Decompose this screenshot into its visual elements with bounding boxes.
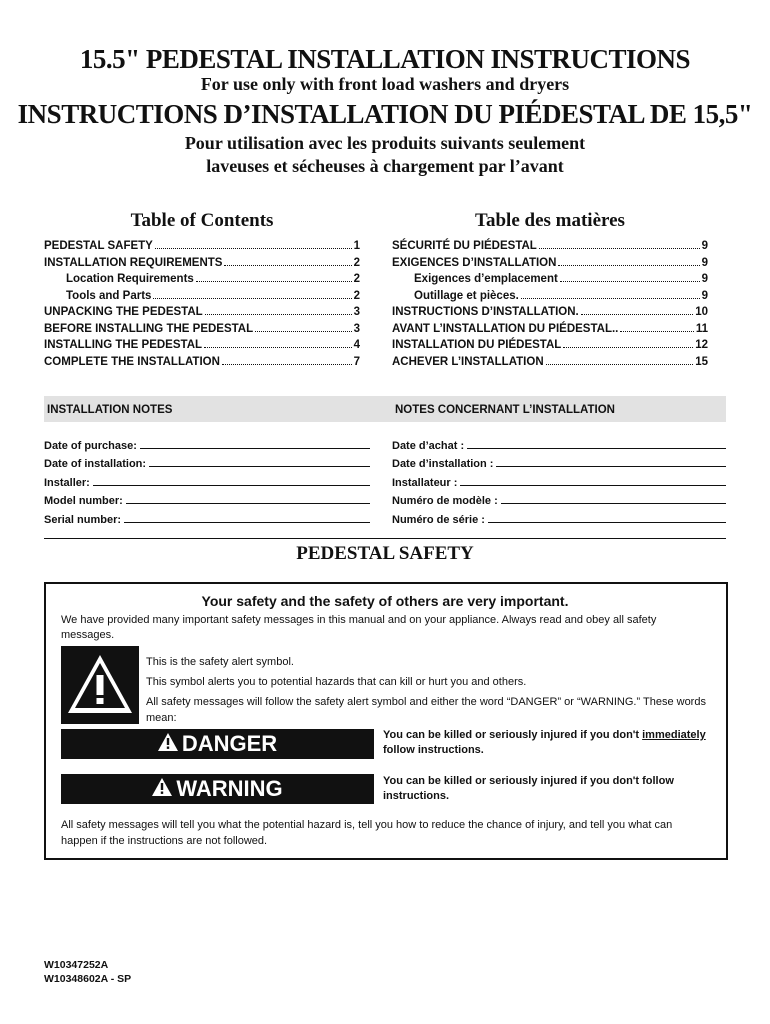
toc-entry[interactable]: Outillage et pièces. 9 xyxy=(414,289,708,302)
notes-en xyxy=(44,433,370,526)
toc-entry[interactable]: EXIGENCES D’INSTALLATION 9 xyxy=(392,256,708,269)
warning-label: WARNING xyxy=(176,776,283,801)
toc-entry[interactable]: Tools and Parts 2 xyxy=(66,289,360,302)
toc-entry[interactable]: INSTRUCTIONS D’INSTALLATION. 10 xyxy=(392,306,708,318)
note-field[interactable]: Date of installation: xyxy=(44,452,370,471)
danger-description: You can be killed or seriously injured if you don't immediately follow instructions. xyxy=(383,729,706,756)
note-field[interactable]: Date d’achat : xyxy=(392,433,726,452)
note-field[interactable]: Model number: xyxy=(44,489,370,508)
toc-heading-fr: Table des matières xyxy=(475,210,625,231)
note-field[interactable]: Date of purchase: xyxy=(44,433,370,452)
warning-signal-word xyxy=(61,774,374,804)
safety-heading: Your safety and the safety of others are very important. xyxy=(201,593,569,609)
note-field[interactable]: Installer: xyxy=(44,470,370,489)
toc-entry[interactable]: AVANT L’INSTALLATION DU PIÉDESTAL.. 11 xyxy=(392,322,708,335)
toc-entry[interactable]: INSTALLING THE PEDESTAL 4 xyxy=(44,339,360,351)
toc-entry[interactable]: UNPACKING THE PEDESTAL 3 xyxy=(44,306,360,318)
toc-entry[interactable]: INSTALLATION DU PIÉDESTAL 12 xyxy=(392,339,708,351)
toc-entry[interactable]: Exigences d’emplacement 9 xyxy=(414,273,708,285)
subtitle-en: For use only with front load washers and dryers xyxy=(200,74,570,94)
toc-entry[interactable]: ACHEVER L’INSTALLATION 15 xyxy=(392,355,708,368)
subtitle-fr-line-2: laveuses et sécheuses à chargement par l’avant xyxy=(206,156,564,176)
safety-footer: All safety messages will tell you what the potential hazard is, tell you how to reduce the chance of injury, and tell you what can happen if the instructions are not followed. xyxy=(61,819,673,847)
safety-intro: We have provided many important safety messages in this manual and on your appliance. Always read and obey all safety messages. xyxy=(61,614,657,641)
danger-signal-word xyxy=(61,729,374,759)
title-en: 15.5" PEDESTAL INSTALLATION INSTRUCTIONS xyxy=(79,44,691,74)
toc-entry[interactable]: INSTALLATION REQUIREMENTS 2 xyxy=(44,256,360,269)
toc-entry[interactable]: BEFORE INSTALLING THE PEDESTAL 3 xyxy=(44,322,360,335)
toc-entry[interactable]: COMPLETE THE INSTALLATION 7 xyxy=(44,355,360,368)
alert-line-2: This symbol alerts you to potential hazards that can kill or hurt you and others. xyxy=(146,676,527,688)
notes-heading-fr: NOTES CONCERNANT L’INSTALLATION xyxy=(395,404,615,416)
subtitle-fr xyxy=(0,132,770,178)
note-field[interactable]: Numéro de série : xyxy=(392,507,726,526)
section-title-pedestal-safety: PEDESTAL SAFETY xyxy=(296,543,474,564)
alert-line-3: All safety messages will follow the safety alert symbol and either the word “DANGER” or “WARNING.” These words mean: xyxy=(146,696,706,724)
alert-explanation xyxy=(146,654,706,726)
doc-number-sp: W10348602A - SP xyxy=(44,973,132,985)
document-numbers xyxy=(44,958,131,986)
warning-description: You can be killed or seriously injured if you don't follow instructions. xyxy=(383,775,674,802)
danger-triangle-icon xyxy=(158,731,178,757)
toc-entry[interactable]: SÉCURITÉ DU PIÉDESTAL 9 xyxy=(392,240,708,252)
danger-label: DANGER xyxy=(181,731,278,756)
toc-entry[interactable]: Location Requirements 2 xyxy=(66,273,360,285)
toc-entry[interactable]: PEDESTAL SAFETY 1 xyxy=(44,240,360,252)
warning-triangle-icon xyxy=(152,776,172,802)
toc-fr xyxy=(392,240,708,372)
title-fr: INSTRUCTIONS D’INSTALLATION DU PIÉDESTAL DE 15,5" xyxy=(17,99,753,129)
section-divider xyxy=(44,538,726,539)
notes-heading-en: INSTALLATION NOTES xyxy=(47,404,173,416)
note-field[interactable]: Date d’installation : xyxy=(392,452,726,471)
subtitle-fr-line-1: Pour utilisation avec les produits suivants seulement xyxy=(184,133,586,153)
toc-heading-en: Table of Contents xyxy=(130,210,274,231)
safety-alert-icon xyxy=(61,646,139,724)
note-field[interactable]: Numéro de modèle : xyxy=(392,489,726,508)
toc-en xyxy=(44,240,360,372)
doc-number-en: W10347252A xyxy=(44,959,109,971)
alert-line-1: This is the safety alert symbol. xyxy=(146,656,294,668)
note-field[interactable]: Installateur : xyxy=(392,470,726,489)
notes-fr xyxy=(392,433,726,526)
note-field[interactable]: Serial number: xyxy=(44,507,370,526)
